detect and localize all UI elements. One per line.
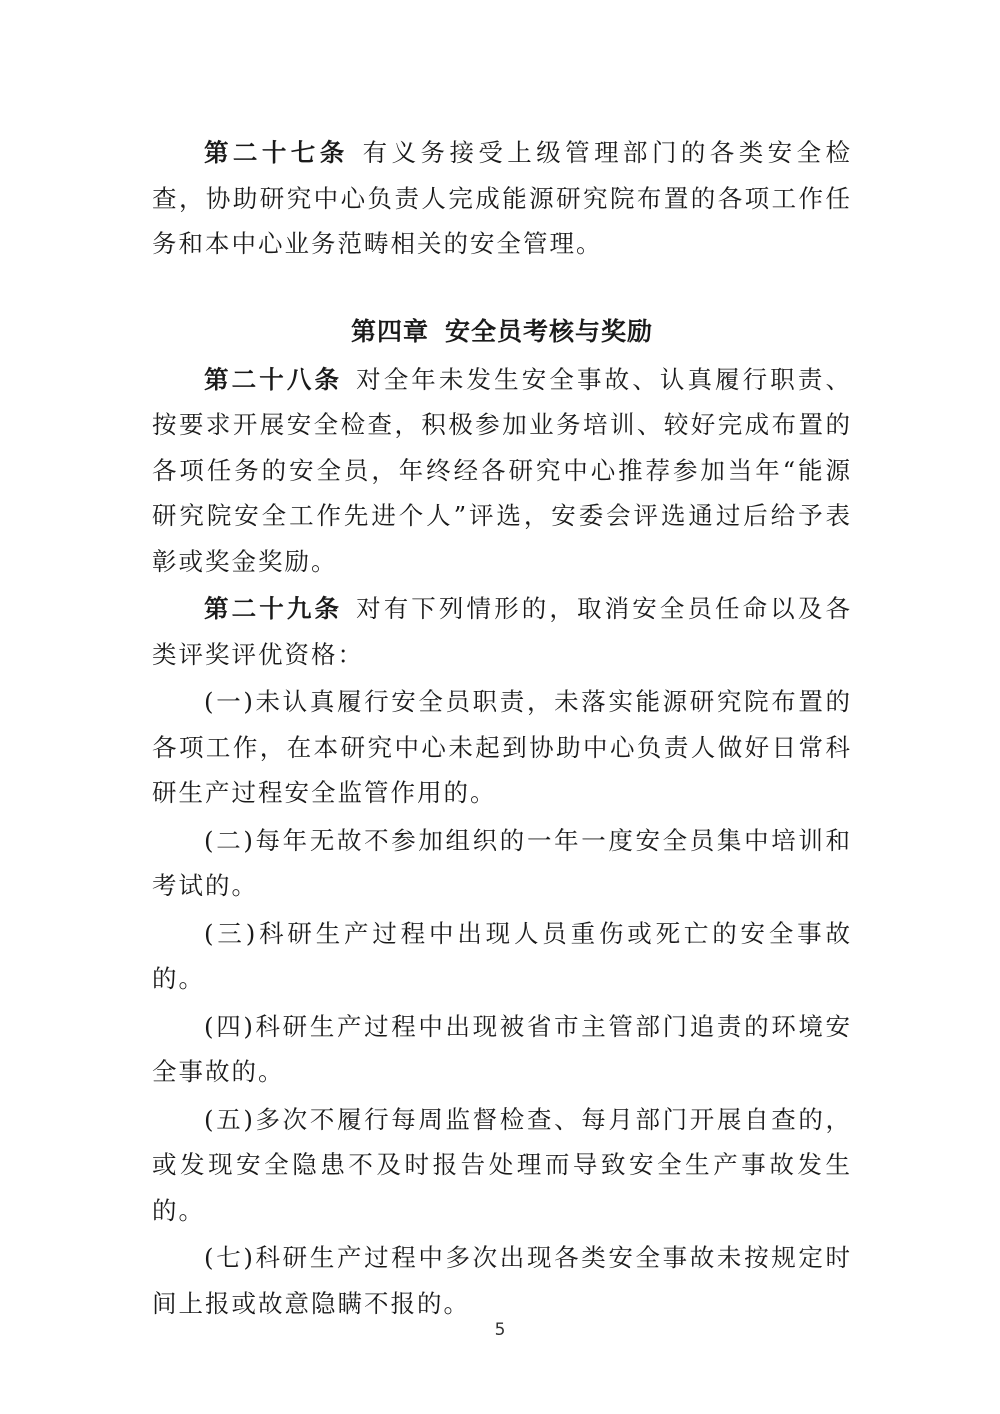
article-28 (152, 357, 852, 585)
list-item-1: (一)未认真履行安全员职责，未落实能源研究院布置的各项工作，在本研究中心未起到协助中心负责人做好日常科研生产过程安全监管作用的。 (152, 687, 852, 807)
document-body (152, 130, 852, 1326)
article-29-text: 对有下列情形的，取消安全员任命以及各类评奖评优资格： (152, 594, 853, 669)
chapter-4-heading (152, 307, 852, 357)
article-28-text: 对全年未发生安全事故、认真履行职责、按要求开展安全检查，积极参加业务培训、较好完成布置的各项任务的安全员，年终经各研究中心推荐参加当年“能源研究院安全工作先进个人”评选，安委会评选通过后给予表彰或奖金奖励。 (152, 364, 853, 576)
list-item-3: (三)科研生产过程中出现人员重伤或死亡的安全事故的。 (152, 918, 852, 993)
chapter-number: 第四章 (350, 316, 429, 346)
page-number: 5 (494, 1320, 506, 1340)
article-27-number: 第二十七条 (204, 138, 349, 167)
article-27-text: 有义务接受上级管理部门的各类安全检查，协助研究中心负责人完成能源研究院布置的各项工作任务和本中心业务范畴相关的安全管理。 (152, 138, 853, 258)
article-29 (152, 586, 852, 677)
list-item-4: (四)科研生产过程中出现被省市主管部门追责的环境安全事故的。 (152, 1011, 852, 1086)
list-item-7: (七)科研生产过程中多次出现各类安全事故未按规定时间上报或故意隐瞒不报的。 (152, 1243, 852, 1318)
article-28-number: 第二十八条 (204, 364, 343, 394)
chapter-title: 安全员考核与奖励 (445, 316, 654, 346)
list-item-2: (二)每年无故不参加组织的一年一度安全员集中培训和考试的。 (152, 825, 852, 900)
list-item-5: (五)多次不履行每周监督检查、每月部门开展自查的，或发现安全隐患不及时报告处理而导致安全生产事故发生的。 (152, 1104, 852, 1225)
article-27 (152, 130, 852, 267)
article-29-number: 第二十九条 (204, 594, 343, 623)
